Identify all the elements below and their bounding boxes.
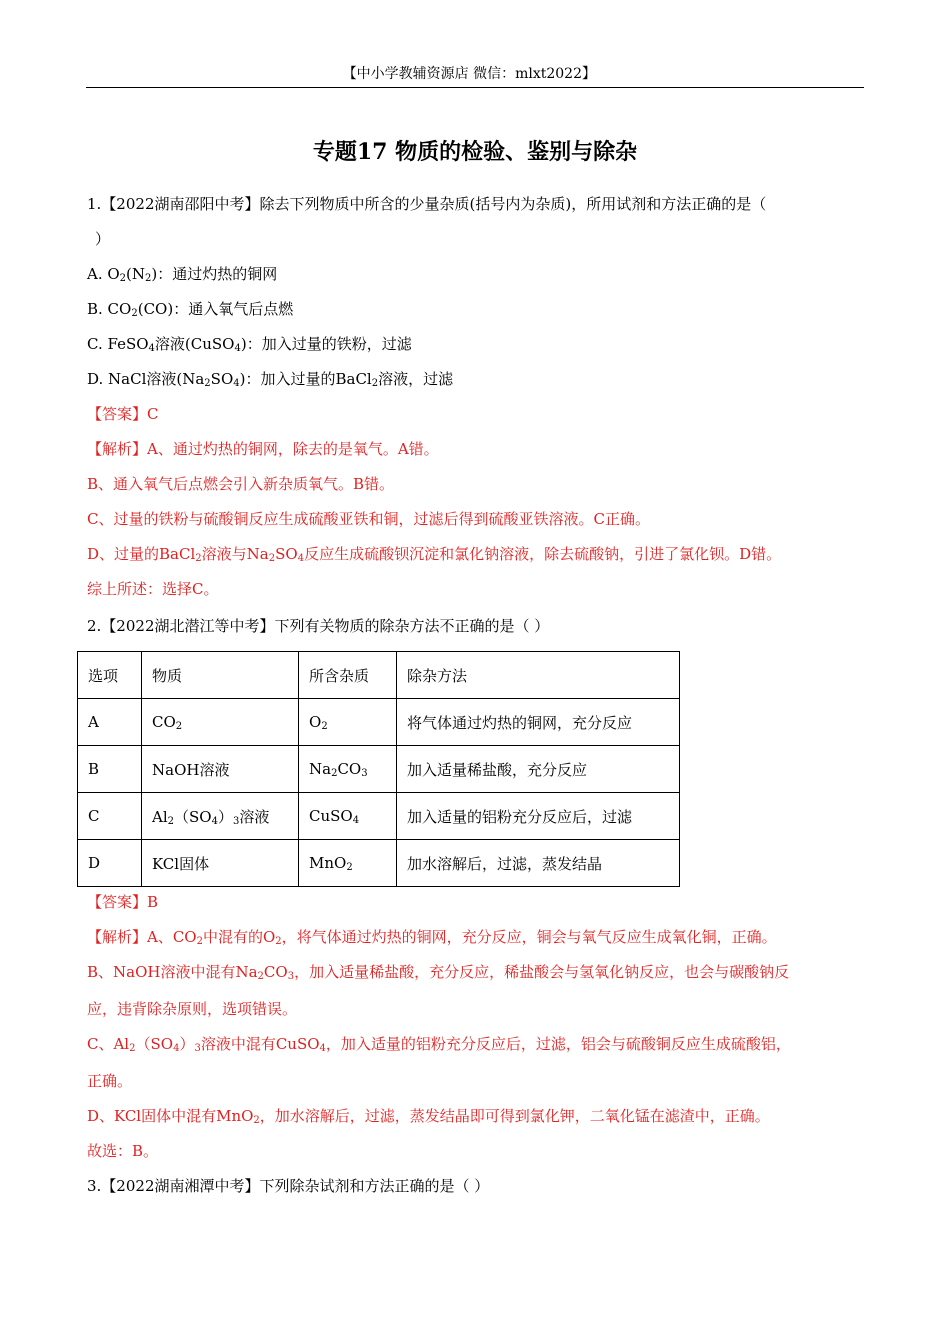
impurity-cell: CuSO$_4$: [299, 793, 397, 840]
q2-table: [77, 651, 680, 887]
q2-explanation-b-cont: 应，违背除杂原则，选项错误。: [87, 1000, 298, 1018]
table-row: [78, 840, 680, 887]
header-cell: 选项: [78, 652, 142, 699]
header-cell: 所含杂质: [299, 652, 397, 699]
q3-stem: 3.【2022湖南湘潭中考】下列除杂试剂和方法正确的是（ ）: [87, 1177, 490, 1195]
table-header-row: [78, 652, 680, 699]
q1-stem: 1.【2022湖南邵阳中考】除去下列物质中所含的少量杂质(括号内为杂质)，所用试剂和方法正确的是（: [87, 195, 767, 213]
impurity-cell: MnO$_2$: [299, 840, 397, 887]
table-row: [78, 746, 680, 793]
q2-conclusion: 故选：B。: [87, 1142, 159, 1160]
impurity-cell: $O_2$: [299, 699, 397, 746]
option-cell: D: [78, 840, 142, 887]
q2-explanation-c: C、$Al_2(SO_4)_3$溶液中混有CuSO$_4$，加入适量的铝粉充分反应后，过滤，铝会与硫酸铜反应生成硫酸铝，: [87, 1035, 791, 1054]
q1-explanation-b: B、通入氧气后点燃会引入新杂质氧气。B错。: [87, 475, 395, 493]
impurity-cell: $Na_2CO_3$: [299, 746, 397, 793]
page-title: 专题17 物质的检验、鉴别与除杂: [312, 139, 638, 165]
page-header: 【中小学教辅资源店 微信：mlxt2022】: [86, 64, 864, 88]
q1-explanation-d: D、过量的BaCl$_2$溶液与$Na_2SO_4$反应生成硫酸钡沉淀和氯化钠溶液，除去硫酸钠，引进了氯化钡。D错。: [87, 545, 782, 564]
option-cell: B: [78, 746, 142, 793]
substance-cell: NaOH溶液: [142, 746, 299, 793]
q1-option-c: C. FeSO$_4$溶液(CuSO$_4$)：加入过量的铁粉，过滤: [87, 335, 412, 354]
q1-answer: 【答案】C: [87, 405, 159, 423]
q2-explanation-d: D、KCl固体中混有MnO$_2$，加水溶解后，过滤，蒸发结晶即可得到氯化钾，二氧化锰在滤渣中，正确。: [87, 1107, 770, 1126]
table-row: [78, 793, 680, 840]
option-cell: A: [78, 699, 142, 746]
q1-explanation-c: C、过量的铁粉与硫酸铜反应生成硫酸亚铁和铜，过滤后得到硫酸亚铁溶液。C正确。: [87, 510, 650, 528]
q2-answer: 【答案】B: [87, 893, 159, 911]
q1-explanation-a: 【解析】A、通过灼热的铜网，除去的是氧气。A错。: [87, 440, 439, 458]
method-cell: 加入适量的铝粉充分反应后，过滤: [397, 793, 680, 840]
header-cell: 物质: [142, 652, 299, 699]
q2-stem: 2.【2022湖北潜江等中考】下列有关物质的除杂方法不正确的是（ ）: [87, 617, 550, 635]
q1-stem-end: ）: [95, 230, 111, 248]
method-cell: 加水溶解后，过滤，蒸发结晶: [397, 840, 680, 887]
method-cell: 将气体通过灼热的铜网，充分反应: [397, 699, 680, 746]
q1-option-b: B. $CO_2(CO)$：通入氧气后点燃: [87, 300, 294, 319]
q2-explanation-c-cont: 正确。: [87, 1072, 133, 1090]
method-cell: 加入适量稀盐酸，充分反应: [397, 746, 680, 793]
option-cell: C: [78, 793, 142, 840]
q2-explanation-b: B、NaOH溶液中混有$Na_2CO_3$，加入适量稀盐酸，充分反应，稀盐酸会与氢氧化钠反应，也会与碳酸钠反: [87, 963, 790, 982]
substance-cell: KCl固体: [142, 840, 299, 887]
q1-conclusion: 综上所述：选择C。: [87, 580, 219, 598]
header-cell: 除杂方法: [397, 652, 680, 699]
substance-cell: $Al_2(SO_4)_3$溶液: [142, 793, 299, 840]
substance-cell: $CO_2$: [142, 699, 299, 746]
q2-explanation-a: 【解析】A、$CO_2$中混有的$O_2$，将气体通过灼热的铜网，充分反应，铜会与氧气反应生成氧化铜，正确。: [87, 928, 777, 947]
table-row: [78, 699, 680, 746]
q1-option-a: A. $O_2(N_2)$：通过灼热的铜网: [87, 265, 278, 284]
q1-option-d: D. NaCl溶液$(Na_2SO_4)$：加入过量的BaCl$_2$溶液，过滤: [87, 370, 454, 389]
